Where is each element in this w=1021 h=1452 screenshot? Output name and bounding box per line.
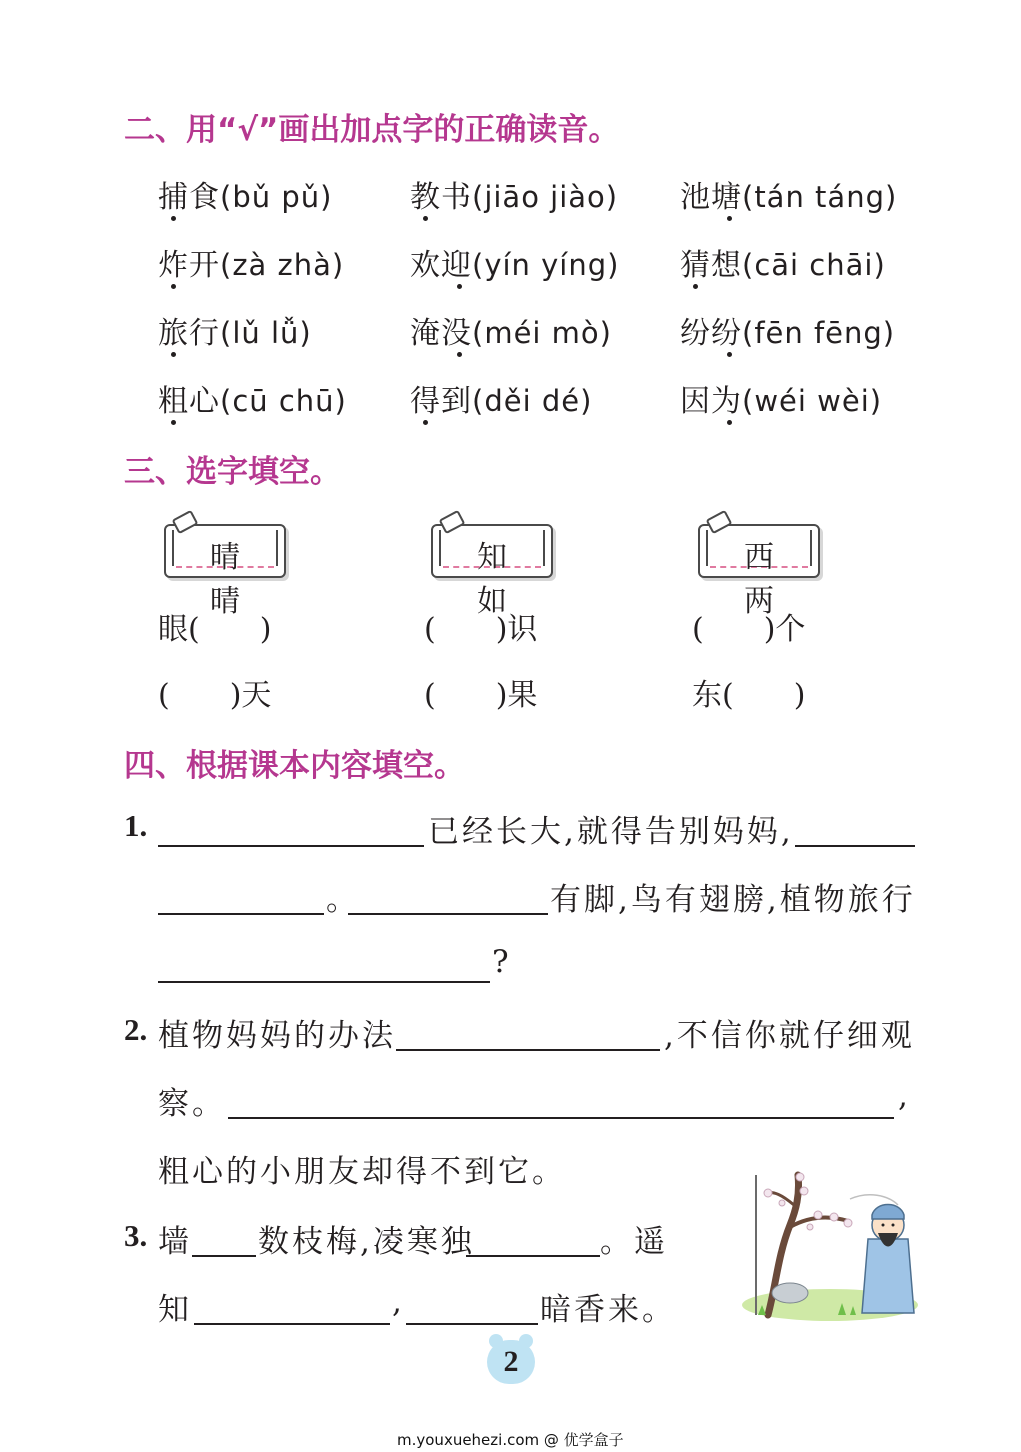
fill-blank[interactable]: ( )果 [424,678,538,713]
fill-blank[interactable]: 东( ) [692,678,806,713]
answer-line[interactable] [192,1255,256,1257]
answer-line[interactable] [406,1323,538,1325]
emphasis-dot [171,352,176,357]
emphasis-dot [727,420,732,425]
pinyin-item[interactable]: 因为(wéi wèi) [680,384,883,419]
answer-line[interactable] [228,1117,894,1119]
question-text: ,不信你就仔细观 [664,1018,915,1054]
char-choices: 晴晴 [210,540,262,619]
answer-line[interactable] [158,845,424,847]
question-text: 。 [326,882,360,918]
section4-heading: 四、根据课本内容填空。 [124,748,465,784]
pinyin-item[interactable]: 纷纷(fēn fēng) [680,316,896,351]
fill-blank[interactable]: ( )个 [692,612,806,647]
question-text: 有脚,鸟有翅膀,植物旅行 [550,882,916,918]
question-number: 1. [124,808,148,843]
pinyin-item[interactable]: 粗心(cū chū) [158,384,347,419]
question-text: 察。 [158,1086,226,1122]
pinyin-item[interactable]: 教书(jiāo jiào) [410,180,619,215]
pinyin-item[interactable]: 猜想(cāi chāi) [680,248,886,283]
emphasis-dot [457,352,462,357]
char-choice-card [164,524,286,619]
question-text: ? [492,944,512,980]
question-number: 3. [124,1218,148,1253]
question-text: 。遥 [600,1224,668,1260]
plum-scholar-illustration [738,1165,918,1325]
char-choices: 西两 [744,540,796,619]
section2-heading: 二、用“√”画出加点字的正确读音。 [124,112,620,148]
char-choice-card [698,524,820,619]
answer-line[interactable] [466,1255,600,1257]
emphasis-dot [727,216,732,221]
answer-line[interactable] [158,981,490,983]
question-text: 墙 [158,1224,192,1260]
pinyin-item[interactable]: 旅行(lǔ lǚ) [158,316,312,351]
char-choice-card [431,524,553,619]
pinyin-item[interactable]: 得到(děi dé) [410,384,593,419]
question-text: 已经长大,就得告别妈妈, [428,814,794,850]
pinyin-item[interactable]: 池塘(tán táng) [680,180,898,215]
answer-line[interactable] [348,913,548,915]
question-text: 粗心的小朋友却得不到它。 [158,1154,566,1190]
emphasis-dot [457,284,462,289]
fill-blank[interactable]: 眼( ) [158,612,272,647]
emphasis-dot [727,352,732,357]
question-text: 暗香来。 [540,1292,676,1328]
emphasis-dot [693,284,698,289]
question-text: 植物妈妈的办法 [158,1018,396,1054]
fill-blank[interactable]: ( )天 [158,678,272,713]
page-number-badge: 2 [487,1340,535,1384]
question-number: 2. [124,1012,148,1047]
answer-line[interactable] [158,913,324,915]
pinyin-item[interactable]: 欢迎(yín yíng) [410,248,620,283]
emphasis-dot [423,420,428,425]
question-text: 知 [158,1292,192,1328]
emphasis-dot [171,420,176,425]
emphasis-dot [171,216,176,221]
fill-blank[interactable]: ( )识 [424,612,538,647]
footer-source: m.youxuehezi.com @ 优学盒子 [397,1431,624,1449]
question-text: 数枝梅,凌寒独 [258,1224,475,1260]
char-choices: 知如 [477,540,529,619]
section3-heading: 三、选字填空。 [124,454,341,490]
answer-line[interactable] [795,845,915,847]
question-text: , [898,1078,911,1114]
emphasis-dot [423,216,428,221]
pinyin-item[interactable]: 淹没(méi mò) [410,316,612,351]
emphasis-dot [171,284,176,289]
pinyin-item[interactable]: 捕食(bǔ pǔ) [158,180,333,215]
scholar-figure [862,1205,914,1314]
pinyin-item[interactable]: 炸开(zà zhà) [158,248,345,283]
answer-line[interactable] [194,1323,390,1325]
answer-line[interactable] [396,1049,660,1051]
question-text: , [392,1284,405,1320]
